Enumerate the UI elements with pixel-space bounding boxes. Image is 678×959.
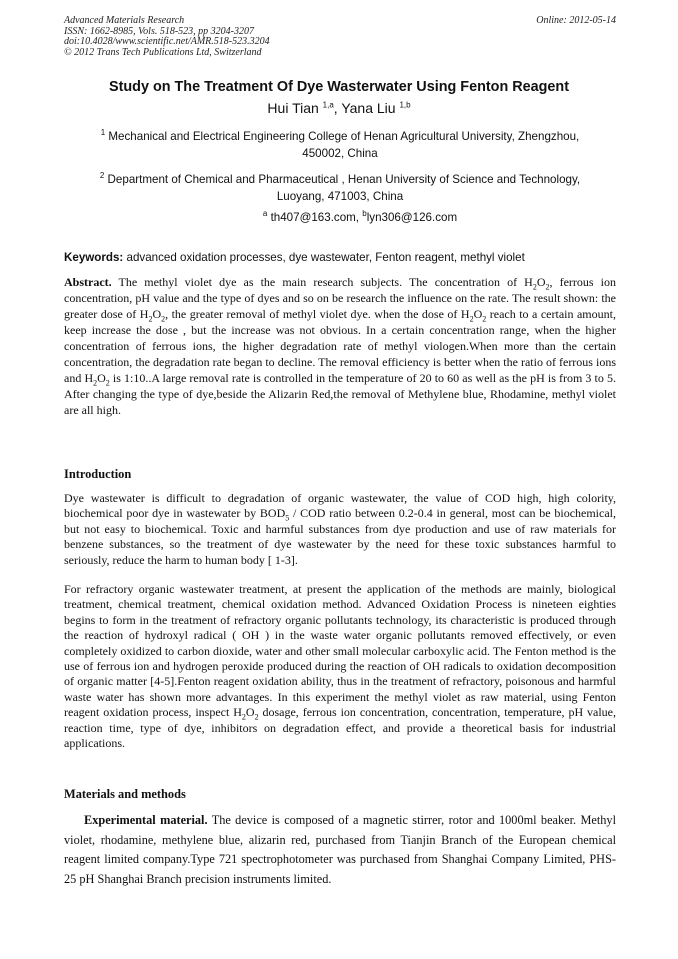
affiliation-number: 1: [100, 128, 106, 138]
abstract: [64, 274, 616, 418]
paragraph-text: / COD ratio between 0.2-0.4 in general, most can be biochemical, but not easy to biochemical. Toxic and harmful substances from dye production and use of raw materials for benzene substances, so the treatment of dye wastewater by the need for these toxic substances harmful to seriously, reduce the harm to human body [ 1-3].: [64, 506, 616, 567]
email-superscript: b: [362, 209, 367, 219]
abstract-text: , the greater removal of methyl violet dye. when the dose of H: [165, 307, 470, 321]
affiliation-2: [64, 171, 616, 205]
abstract-text: O: [97, 371, 106, 385]
author-superscript: 1,b: [399, 100, 411, 110]
author-superscript: 1,a: [322, 100, 334, 110]
subsection-label: Experimental material.: [84, 813, 208, 827]
author-name: Hui Tian: [267, 100, 319, 116]
subscript: 2: [254, 712, 259, 722]
paragraph-text: Dye wastewater is difficult to degradation of organic wastewater, the value of COD high, high colority, biochemical poor dye in wastewater by BOD: [64, 491, 616, 521]
abstract-text: is 1:10..A large removal rate is controlled in the temperature of 20 to 60 as well as the pH is from 3 to 5. After changing the type of dye,beside the Alizarin Red,the removal of Methylene blue, Rhodamine, methyl violet are all high.: [64, 371, 617, 417]
issn-line: ISSN: 1662-8985, Vols. 518-523, pp 3204-3207: [64, 25, 254, 37]
paper-title: Study on The Treatment Of Dye Wasterwater Using Fenton Reagent: [108, 79, 570, 95]
online-date: Online: 2012-05-14: [536, 15, 616, 26]
subscript: 2: [482, 314, 487, 324]
journal-header: [64, 16, 616, 58]
author-name: Yana Liu: [341, 100, 396, 116]
affiliation-text: Mechanical and Electrical Engineering College of Henan Agricultural University, Zhengzhou,: [108, 130, 580, 143]
subscript: 2: [469, 314, 474, 324]
author-line: [40, 100, 638, 116]
doi-line: doi:10.4028/www.scientific.net/AMR.518-523.3204: [64, 36, 270, 47]
keywords: [64, 251, 616, 264]
subscript: 2: [161, 314, 166, 324]
abstract-text: O: [152, 307, 162, 321]
experimental-material-paragraph: [64, 811, 616, 889]
email-address: lyn306@126.com: [366, 211, 458, 224]
intro-paragraph-1: [64, 491, 616, 568]
affiliation-number: 2: [99, 171, 105, 181]
abstract-text: , ferrous ion concentration, pH value and the type of dyes and so on be research the influence on the rate. The result shown: the greater dose of H: [64, 275, 616, 321]
paragraph-text: dosage, ferrous ion concentration, concentration, temperature, pH value, reaction time, type of dye, inhibitors on degradation effect, and provide a theoretical basis for industrial applications.: [64, 705, 617, 751]
keywords-label: Keywords:: [64, 251, 124, 264]
keywords-text: advanced oxidation processes, dye wastewater, Fenton reagent, methyl violet: [126, 251, 525, 264]
abstract-text: reach to a certain amount, keep increase the dose , but the increase was not obvious. In a certain concentration range, when the higher concentration of ferrous ions, the higher degradation rate of methyl viologen.When more than the certain concentration, the degradation rate began to decline. The removal efficiency is better when the ratio of ferrous ions and H: [64, 307, 616, 385]
copyright-line: © 2012 Trans Tech Publications Ltd, Switzerland: [64, 46, 262, 58]
author-separator: ,: [333, 100, 342, 116]
section-heading-introduction: Introduction: [64, 467, 132, 481]
subscript: 2: [545, 282, 550, 292]
affiliation-1: [64, 128, 616, 162]
abstract-text: O: [536, 275, 546, 289]
email-superscript: a: [262, 209, 268, 219]
abstract-text: O: [473, 307, 483, 321]
paragraph-text: For refractory organic wastewater treatment, at present the application of the methods are mainly, biological treatment, chemical treatment, chemical oxidation method. Advanced Oxidation Process is nineteen eighties begins to form in the treatment of refractory organic pollutants technology, its characteristic is produced through the reaction of hydroxyl radical ( OH ) in the waste water organic pollutants removed effectively, or even completely oxidized to carbon dioxide, water and other small molecular carboxylic acid. The Fenton method is the use of ferrous ion and hydrogen peroxide produced during the reaction of OH radicals to oxidation decomposition of organic matter [4-5].Fenton reagent oxidation ability, thus in the treatment of refractory, poisonous and harmful waste water has shown more advantages. In this experiment the methyl violet as raw material, using Fenton reagent oxidation process, inspect H: [64, 582, 616, 720]
intro-paragraph-2: [64, 582, 616, 751]
subscript: 2: [148, 314, 153, 324]
section-heading-materials: Materials and methods: [64, 787, 186, 801]
paragraph-text: The device is composed of a magnetic stirrer, rotor and 1000ml beaker. Methyl violet, rhodamine, methylene blue, alizarin red, purchased from Tianjin Branch of the European chemical reagent limited company.Type 721 spectrophotometer was purchased from Shanghai Company Limited, PHS-25 pH Shanghai Branch precision instruments limited.: [64, 813, 616, 886]
email-address: th407@163.com,: [270, 211, 363, 224]
affiliation-text: Department of Chemical and Pharmaceutical , Henan University of Science and Technology,: [107, 173, 581, 186]
subscript: 5: [285, 513, 290, 523]
paragraph-text: O: [245, 705, 255, 720]
abstract-label: Abstract.: [64, 275, 112, 289]
abstract-text: The methyl violet dye as the main research subjects. The concentration of H: [118, 275, 533, 289]
affiliation-text: 450002, China: [302, 147, 378, 160]
journal-name: Advanced Materials Research: [64, 15, 185, 26]
subscript: 2: [105, 378, 110, 388]
subscript: 2: [241, 712, 246, 722]
subscript: 2: [532, 282, 537, 292]
affiliation-text: Luoyang, 471003, China: [276, 190, 404, 203]
subscript: 2: [93, 378, 98, 388]
email-line: [64, 211, 616, 224]
